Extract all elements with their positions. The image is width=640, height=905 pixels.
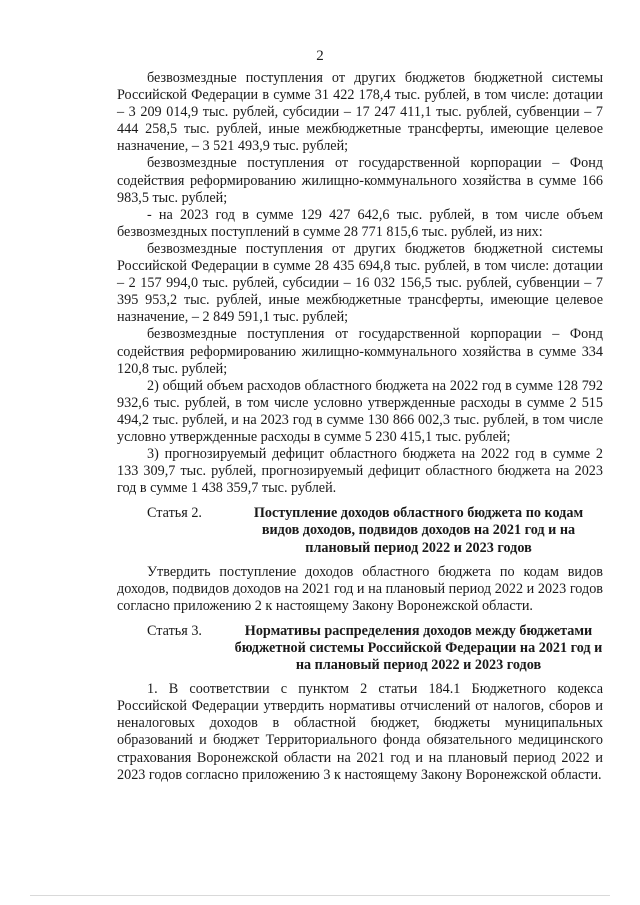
paragraph: безвозмездные поступления от государственной корпорации – Фонд содействия реформированию жилищно-коммунального хозяйства в сумме 166 983,5 тыс. рублей; bbox=[117, 155, 603, 206]
paragraph: - на 2023 год в сумме 129 427 642,6 тыс. рублей, в том числе объем безвозмездных поступлений в сумме 28 771 815,6 тыс. рублей, из них: bbox=[117, 206, 603, 240]
article-2-heading bbox=[117, 505, 603, 556]
document-body bbox=[117, 70, 603, 784]
paragraph: безвозмездные поступления от других бюджетов бюджетной системы Российской Федерации в сумме 28 435 694,8 тыс. рублей, в том числе: дотации – 2 157 994,0 тыс. рублей, субсидии – 16 032 156,5 тыс. рублей, субвенции – 7 395 953,2 тыс. рублей, иные межбюджетные трансферты, имеющие целевое назначение, – 2 849 591,1 тыс. рублей; bbox=[117, 240, 603, 326]
article-3-title: Нормативы распределения доходов между бюджетами бюджетной системы Российской Федерации на 2021 год и на плановый период 2022 и 2023 годов bbox=[234, 622, 603, 674]
article-3-heading bbox=[117, 623, 603, 674]
paragraph: 2) общий объем расходов областного бюджета на 2022 год в сумме 128 792 932,6 тыс. рублей, в том числе условно утвержденные расходы в сумме 2 515 494,2 тыс. рублей, и на 2023 год в сумме 130 866 002,3 тыс. рублей, в том числе условно утвержденные расходы в сумме 5 230 415,1 тыс. рублей; bbox=[117, 377, 603, 445]
page-number: 2 bbox=[316, 48, 324, 64]
paragraph: безвозмездные поступления от других бюджетов бюджетной системы Российской Федерации в сумме 31 422 178,4 тыс. рублей, в том числе: дотации – 3 209 014,9 тыс. рублей, субсидии – 17 247 411,1 тыс. рублей, субвенции – 7 444 258,5 тыс. рублей, иные межбюджетные трансферты, имеющие целевое назначение, – 3 521 493,9 тыс. рублей; bbox=[117, 70, 603, 155]
article-2-label: Статья 2. bbox=[147, 505, 202, 522]
article-3-text: 1. В соответствии с пунктом 2 статьи 184.1 Бюджетного кодекса Российской Федерации утвердить нормативы отчислений от налогов, сборов и неналоговых доходов в областной бюджет, бюджеты муниципальных образований и бюджет Территориального фонда обязательного медицинского страхования Воронежской области на 2021 год и на плановый период 2022 и 2023 годов согласно приложению 3 к настоящему Закону Воронежской области. bbox=[117, 681, 603, 783]
paragraph: безвозмездные поступления от государственной корпорации – Фонд содействия реформированию жилищно-коммунального хозяйства в сумме 334 120,8 тыс. рублей; bbox=[117, 326, 603, 377]
scan-edge-line bbox=[30, 895, 610, 896]
article-2-title: Поступление доходов областного бюджета по кодам видов доходов, подвидов доходов на 2021 год и на плановый период 2022 и 2023 годов bbox=[253, 505, 584, 556]
article-2-text: Утвердить поступление доходов областного бюджета по кодам видов доходов, подвидов доходов на 2021 год и на плановый период 2022 и 2023 годов согласно приложению 2 к настоящему Закону Воронежской области. bbox=[117, 563, 603, 614]
paragraph: 3) прогнозируемый дефицит областного бюджета на 2022 год в сумме 2 133 309,7 тыс. рублей, прогнозируемый дефицит областного бюджета на 2023 год в сумме 1 438 359,7 тыс. рублей. bbox=[117, 446, 603, 497]
article-3-label: Статья 3. bbox=[147, 622, 202, 639]
